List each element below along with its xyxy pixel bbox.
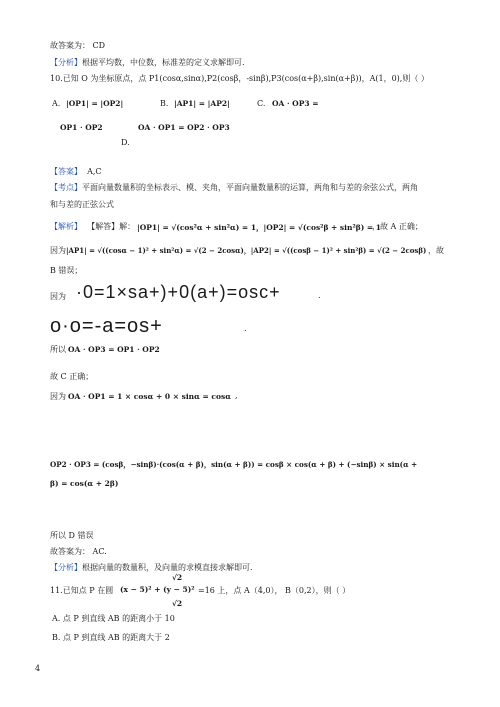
option-c-continued: OP1 · OP2: [60, 123, 103, 132]
previous-analysis: [50, 57, 245, 68]
solution-line-11: 所以 D 错误: [50, 531, 94, 540]
solution-line-6-pre: 所以: [50, 345, 66, 354]
option-d-label: D.: [121, 138, 130, 147]
option-d-expr: OA · OP1 = OP2 · OP3: [138, 123, 230, 132]
knowledge-point: [50, 182, 418, 193]
analysis-text: 根据平均数，中位数，标准差的定义求解即可.: [82, 58, 245, 67]
answer-line: [50, 166, 102, 177]
solution-line-7: 故 C 正确；: [50, 372, 94, 381]
option-c-label: C.: [257, 99, 266, 108]
option-b-label: B.: [160, 99, 169, 108]
solution-line-4-pre: 因为: [50, 292, 66, 301]
solution-line-5-dot: .: [244, 324, 247, 333]
solution-line-6: OA · OP3 = OP1 · OP2: [68, 345, 160, 354]
q11-pre: 11.已知点 P 在圆: [50, 586, 114, 595]
solution-line-8-dot: ,: [235, 391, 238, 400]
point-tag: 【考点】: [50, 183, 82, 192]
solution-line-9: OP2 · OP3 = (cosβ，−sinβ)·(cos(α + β)，sin(α + β)) = cosβ × cos(α + β) + (−sinβ) × sin(α +: [50, 460, 418, 469]
analysis-line: [50, 562, 253, 573]
solution-tag: 【解析】: [50, 222, 82, 231]
option-a-expr: |OP1| = |OP2|: [66, 99, 124, 108]
option-b-expr: |AP1| = |AP2|: [174, 99, 230, 108]
solution-line-1-tail: ，故 A 正确；: [372, 222, 423, 231]
answer-ac: 故答案为： AC.: [50, 547, 107, 556]
page-number: 4: [35, 664, 41, 673]
point-text: 平面向量数量积的坐标表示、模、夹角，平面向量数量积的运算，两角和与差的余弦公式，两角: [82, 183, 418, 192]
analysis-tag-2: 【分析】: [50, 563, 82, 572]
solution-line-2-pre: 因为: [50, 246, 66, 255]
option-a-label: A.: [52, 99, 61, 108]
previous-answer: 故答案为： CD: [50, 41, 106, 50]
q11-sqrt-top: √2: [172, 573, 183, 582]
solution-header: [50, 221, 135, 232]
solution-line-1: |OP1| = √(cos²α + sin²α) = 1，|OP2| = √(cos²β + sin²β) = 1: [137, 223, 381, 232]
question-10: 10.已知 O 为坐标原点，点 P1(cosα,sinα),P2(cosβ，-sinβ),P3(cos(α+β),sin(α+β))，A(1，0),则（ ）: [50, 74, 429, 83]
option-c-expr: OA · OP3 =: [272, 99, 319, 108]
solution-line-8-pre: 因为: [50, 392, 66, 401]
solution-line-4-dot: .: [318, 291, 321, 300]
solution-line-5: o·o=-a=os+: [50, 315, 163, 337]
q11-expr: (x − 5)² + (y − 5)²: [120, 585, 195, 594]
q11-option-b: B. 点 P 到直线 AB 的距离大于 2: [52, 633, 170, 642]
solution-line-2-tail: ，故: [428, 246, 444, 255]
q11-post: =16 上，点 A（4,0）， B（0,2），则（ ）: [198, 586, 351, 595]
analysis-text-2: 根据向量的数量积，及向量的求模直接求解即可.: [82, 563, 253, 572]
answer-tag: 【答案】: [50, 167, 82, 176]
solution-line-4: ·0=1×sa+)+0(a+)=osc+: [76, 282, 281, 302]
answer-text: A,C: [87, 167, 102, 176]
solution-line-2: |AP1| = √((cosα − 1)² + sin²α) = √(2 − 2cosα)，|AP2| = √((cosβ − 1)² + sin²β) = √(2 − 2cosβ): [66, 246, 427, 255]
knowledge-point-cont: 和与差的正弦公式: [50, 200, 114, 209]
analysis-tag: 【分析】: [50, 58, 82, 67]
solution-intro: 【解答】解：: [87, 222, 136, 231]
solution-line-3: B 错误；: [50, 266, 83, 275]
q11-option-a: A. 点 P 到直线 AB 的距离小于 10: [52, 614, 175, 623]
q11-sqrt-bottom: √2: [172, 599, 183, 608]
solution-line-10: β) = cos(α + 2β): [50, 479, 119, 488]
solution-line-8: OA · OP1 = 1 × cosα + 0 × sinα = cosα: [68, 392, 231, 401]
